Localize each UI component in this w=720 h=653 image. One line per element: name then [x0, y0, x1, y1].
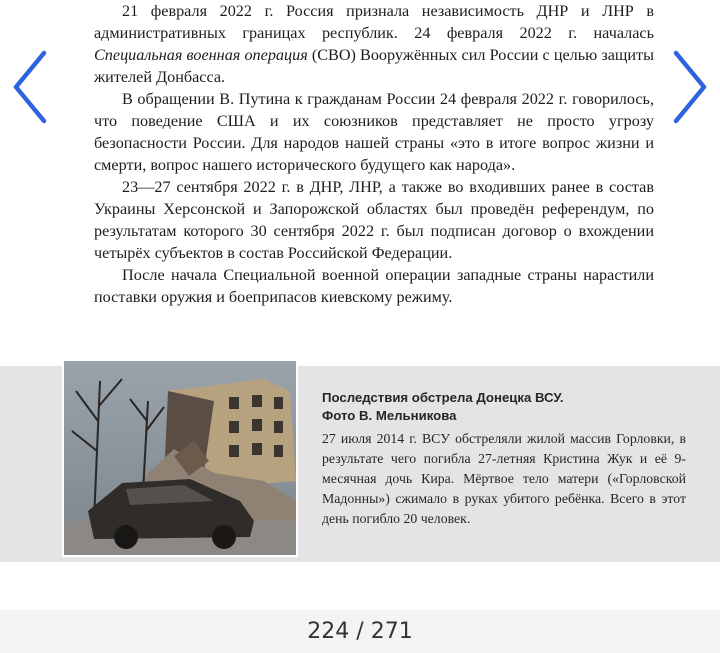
current-page: 224 [307, 619, 350, 644]
paragraph-1-end: (СВО) Вооружённых сил России с целью защиты жителей Донбасса. [94, 46, 654, 86]
paragraph-1-start: 21 февраля 2022 г. Россия признала независимость ДНР и ЛНР в административных границах республик. 24 февраля 2022 г. началась [94, 2, 654, 42]
prev-page-button[interactable] [0, 42, 60, 132]
article-text [94, 0, 654, 308]
paragraph-4: После начала Специальной военной операции западные страны нарастили поставки оружия и боеприпасов киевскому режиму. [94, 266, 654, 306]
chevron-right-icon [670, 47, 710, 127]
page-indicator [0, 610, 720, 653]
paragraph-3: 23—27 сентября 2022 г. в ДНР, ЛНР, а также во входивших ранее в состав Украины Херсонской и Запорожской областях был проведён референдум, по результатам которого 30 сентября 2022 г. был подписан договор о вхождении четырёх субъектов в состав Российской Федерации. [94, 178, 654, 262]
photo-credit: Фото В. Мельникова [322, 408, 457, 423]
page-separator: / [349, 619, 371, 644]
figure-caption [322, 389, 686, 529]
next-page-button[interactable] [660, 42, 720, 132]
paragraph-2: В обращении В. Путина к гражданам России 24 февраля 2022 г. говорилось, что поведение США и их союзников представляет не просто угрозу безопасности России. Для народов нашей страны «это в итоге вопрос жизни и смерти, вопрос нашего исторического будущего как народа». [94, 90, 654, 174]
caption-title [322, 389, 686, 425]
caption-title-line-1: Последствия обстрела Донецка ВСУ. [322, 390, 564, 405]
paragraph-1 [94, 0, 654, 88]
chevron-left-icon [10, 47, 50, 127]
caption-body: 27 июля 2014 г. ВСУ обстреляли жилой массив Горловки, в результате чего погибла 27-летняя Кристина Жук и её 9-месячная дочь Кира. Мёртвое тело матери («Горловской Мадонны») сжимало в руках убитого ребёнка. Всего в этот день погибло 20 человек. [322, 431, 686, 526]
total-pages: 271 [370, 619, 413, 644]
svo-emphasis: Специальная военная операция [94, 46, 308, 64]
destroyed-building-photo [64, 361, 296, 555]
